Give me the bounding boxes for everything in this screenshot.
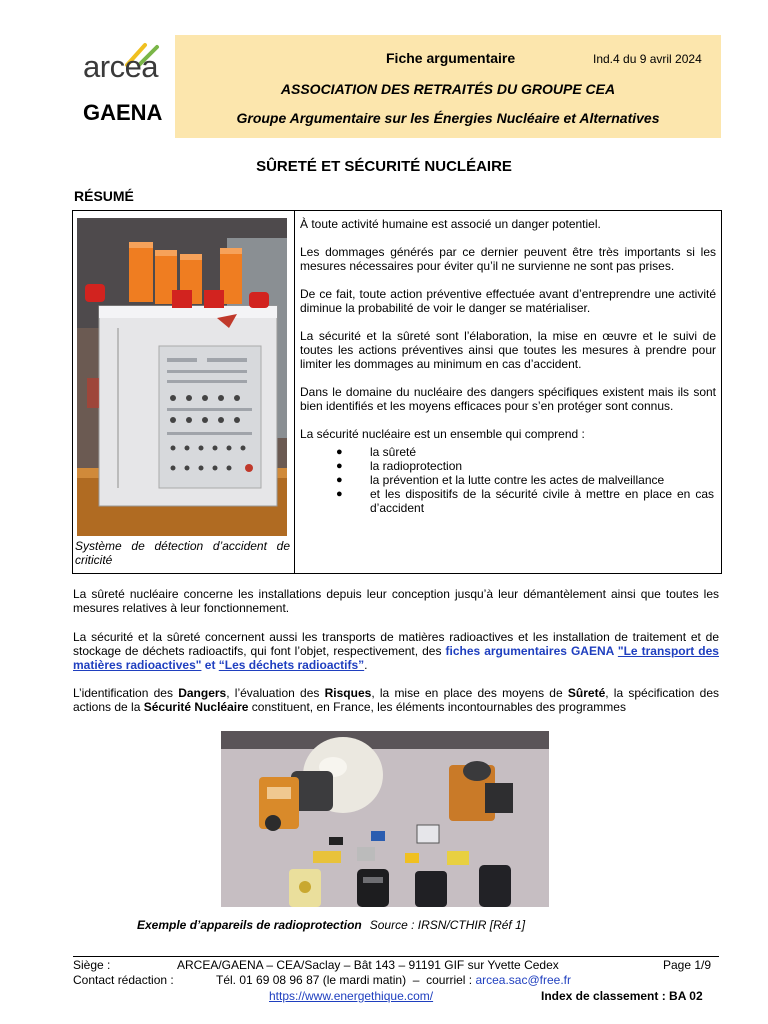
footer-website (269, 989, 433, 1004)
document-index: Ind.4 du 9 avril 2024 (593, 52, 702, 66)
footer-classification-index: Index de classement : BA 02 (541, 989, 703, 1003)
website-link[interactable]: https://www.energethique.com/ (269, 989, 434, 1003)
summary-paragraph: De ce fait, toute action préventive effectuée avant d’entreprendre une activité diminue la probabilité de voir le danger se matérialiser. (300, 287, 716, 315)
email-link[interactable]: arcea.sac@free.fr (475, 973, 572, 987)
page-title: SÛRETÉ ET SÉCURITÉ NUCLÉAIRE (256, 158, 512, 175)
photo2-caption (137, 918, 525, 932)
group-name: Groupe Argumentaire sur les Énergies Nucléaire et Alternatives (236, 110, 660, 126)
summary-paragraph: Les dommages générés par ce dernier peuvent être très importants si les mesures nécessaires pour éviter qu’il ne survienne ne sont pas prises. (300, 245, 716, 273)
link-transport-matieres[interactable]: "Le transport des matières radioactives" (73, 644, 719, 672)
footer-siege-value: ARCEA/GAENA – CEA/Saclay – Bât 143 – 91191 GIF sur Yvette Cedex (177, 958, 559, 972)
gaena-label: GAENA (83, 100, 163, 125)
body-paragraph-1: La sûreté nucléaire concerne les installations depuis leur conception jusqu’à leur démantèlement ainsi que toutes les mesures relatives à leur fonctionnement. (73, 587, 719, 615)
footer-page-number: Page 1/9 (663, 958, 712, 972)
logo-text: arcea (83, 49, 159, 84)
footer-divider (73, 956, 719, 957)
bullet-icon: ● (336, 474, 343, 486)
list-item: ● la prévention et la lutte contre les actes de malveillance (336, 473, 665, 487)
summary-divider (294, 210, 295, 574)
list-item: ● la radioprotection (336, 459, 463, 473)
photo2-caption-source: Source : IRSN/CTHIR [Réf 1] (369, 918, 526, 932)
summary-heading: RÉSUMÉ (74, 188, 134, 204)
summary-paragraph: Dans le domaine du nucléaire des dangers spécifiques existent mais ils sont bien identifiés et les moyens efficaces pour s’en protéger sont connus. (300, 385, 716, 413)
association-name: ASSOCIATION DES RETRAITÉS DU GROUPE CEA (280, 81, 616, 97)
bullet-icon: ● (336, 488, 343, 500)
summary-paragraph: La sécurité et la sûreté sont l’élaboration, la mise en œuvre et le suivi de toutes les actions préventives ainsi que toutes les mesures à prendre pour limiter les dommages au minimum en cas d’accident. (300, 329, 716, 371)
criticality-detection-photo (77, 218, 287, 536)
bullet-icon: ● (336, 446, 343, 458)
list-item: ● la sûreté (336, 445, 417, 459)
footer-siege-label: Siège : (73, 958, 111, 972)
arcea-logo (73, 35, 175, 138)
header-banner (175, 35, 721, 138)
radioprotection-devices-photo (221, 731, 549, 907)
summary-paragraph: À toute activité humaine est associé un danger potentiel. (300, 217, 601, 231)
list-item: ● et les dispositifs de la sécurité civile à mettre en place en cas d’accident (336, 487, 714, 515)
footer-contact: Tél. 01 69 08 96 87 (le mardi matin) – courriel : arcea.sac@free.fr (216, 973, 572, 987)
bullet-icon: ● (336, 460, 343, 472)
photo1-caption: Système de détection d’accident de criticité (75, 539, 290, 567)
summary-bullet-list (300, 445, 716, 515)
summary-text (300, 217, 716, 515)
footer-contact-label: Contact rédaction : (73, 973, 174, 987)
link-dechets-radioactifs[interactable]: “Les déchets radioactifs” (218, 658, 365, 672)
summary-paragraph: La sécurité nucléaire est un ensemble qui comprend : (300, 427, 585, 441)
body-paragraph-3: L’identification des Dangers, l’évaluation des Risques, la mise en place des moyens de Sûreté, la spécification des actions de la Sécurité Nucléaire constituent, en France, les éléments incontournables des programmes (73, 686, 719, 714)
doc-type: Fiche argumentaire (386, 50, 516, 66)
body-paragraph-2: La sécurité et la sûreté concernent aussi les transports de matières radioactives et les installation de traitement et de stockage de déchets radioactifs, qui font l’objet, respectivement, des fiches argumentaires GAENA "Le transport des matières radioactives" et “Les déchets radioactifs”. (73, 630, 719, 672)
photo2-caption-title: Exemple d’appareils de radioprotection (137, 918, 362, 932)
